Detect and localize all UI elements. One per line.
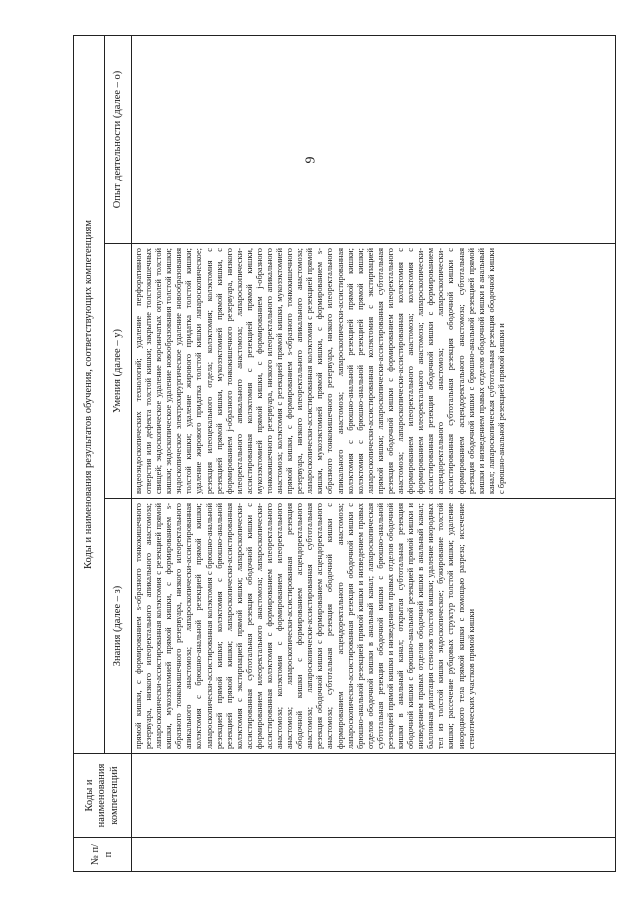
header-results-group: Коды и наименования результатов обучения, соответствующих компетенциям: [74, 35, 105, 753]
rotated-table-container: [73, 36, 616, 872]
cell-knowledge: прямой кишки, с формированием s-образного тонкокишечного резервуара, низкого илеоректального апикального анастомоза; лапароскопически-ассистированная колэктомия с резекцией прямой кишки, мукозэктомией прямой кишки, с формированием s-образного тонкокишечного резервуара, низкого илеоректального апикального анастомоза; лапароскопически-ассистированная колэктомия с брюшно-анальной резекцией прямой кишки; лапароскопически-ассистированная колэктомия с брюшно-анальной резекцией прямой кишки; колэктомия с брюшно-анальной резекцией прямой кишки; лапароскопически-ассистированная колэктомия с экстирпацией прямой кишки; лапароскопически-ассистированная субтотальная резекция ободочной кишки с формированием илеоректального анастомоза; лапароскопически-ассистированная колэктомия с формированием илеоректального анастомоза; колэктомия с формированием илеоректального анастомоза; лапароскопически-ассистированная резекция ободочной кишки с формированием асцендоректального анастомоза; лапароскопически-ассистированная субтотальная резекция ободочной кишки с формированием асцендоректального анастомоза; субтотальная резекция ободочной кишки с формированием асцендоректального анастомоза; лапароскопически-ассистированная резекция ободочной кишки с брюшно-анальной резекцией прямой кишки и низведением правых отделов ободочной кишки в анальный канал; лапароскопическая субтотальная резекция ободочной кишки с брюшно-анальной резекцией прямой кишки и низведением правых отделов ободочной кишки в анальный канал; открытая субтотальная резекция ободочной кишки с брюшно-анальной резекцией прямой кишки и низведением правых отделов ободочной кишки в анальный канал; баллонная дилатация стенозов толстой кишки; удаление инородных тел из толстой кишки эндоскопическое; бужирование толстой кишки; рассечение рубцовых структур толстой кишки; удаление инородного тела прямой кишки с помощью разреза; иссечение стенотических участков прямой кишки: [132, 499, 616, 754]
cell-codes: [132, 754, 616, 838]
header-skills: Умения (далее – у): [105, 244, 132, 499]
header-number: № п/п: [74, 838, 132, 872]
cell-number: [132, 838, 616, 872]
competency-table: [73, 35, 616, 872]
header-experience: Опыт деятельности (далее – о): [105, 35, 132, 243]
header-codes: Коды и наименования компетенций: [74, 754, 132, 838]
header-knowledge: Знания (далее – з): [105, 499, 132, 754]
page-number: 9: [303, 156, 319, 164]
table-row: [132, 35, 616, 871]
cell-skills: видеоэндоскопических технологий; удаление перфоративного отверстия или дефекта толстой кишки; закрытие толстокишечных свищей; эндоскопическое удаление ворсинчатых опухолей толстой кишки; эндоскопическое удаление новообразования толстой кишки; эндоскопическое электрохирургическое удаление новообразования толстой кишки; удаление жирового придатка толстой кишки; удаление жирового придатка толстой кишки лапароскопическое; резекция илеоцекального отдела; колэктомия; колэктомия с резекцией прямой кишки, мукозэктомией прямой кишки, с формированием j-образного тонкокишечного резервуара, низкого илеоректального апикального анастомоза; лапароскопически-ассистированная колэктомия с резекцией прямой кишки, мукозэктомией прямой кишки, с формированием j-образного тонкокишечного резервуара, низкого илеоректального апикального анастомоза; колэктомия с резекцией прямой кишки, мукозэктомией прямой кишки, с формированием s-образного тонкокишечного резервуара, низкого илеоректального апикального анастомоза; лапароскопически-ассистированная колэктомия с резекцией прямой кишки, мукозэктомией прямой кишки, с формированием s-образного тонкокишечного резервуара, низкого илеоректального апикального анастомоза; лапароскопически-ассистированная колэктомия с брюшно-анальной резекцией прямой кишки; колэктомия с брюшно-анальной резекцией прямой кишки; лапароскопически-ассистированная колэктомия с экстирпацией прямой кишки; лапароскопически-ассистированная субтотальная резекция ободочной кишки с формированием илеоректального анастомоза; лапароскопически-ассистированная колэктомия с формированием илеоректального анастомоза; колэктомия с формированием илеоректального анастомоза; лапароскопически-ассистированная резекция ободочной кишки с формированием асцендоректального анастомоза; лапароскопически-ассистированная субтотальная резекция ободочной кишки с формированием асцендоректального анастомоза; субтотальная резекция ободочной кишки с брюшно-анальной резекцией прямой кишки и низведением правых отделов ободочной кишки в анальный канал; лапароскопическая субтотальная резекция ободочной кишки с брюшно-анальной резекцией прямой кишки и: [132, 244, 616, 499]
cell-experience: [132, 35, 616, 243]
